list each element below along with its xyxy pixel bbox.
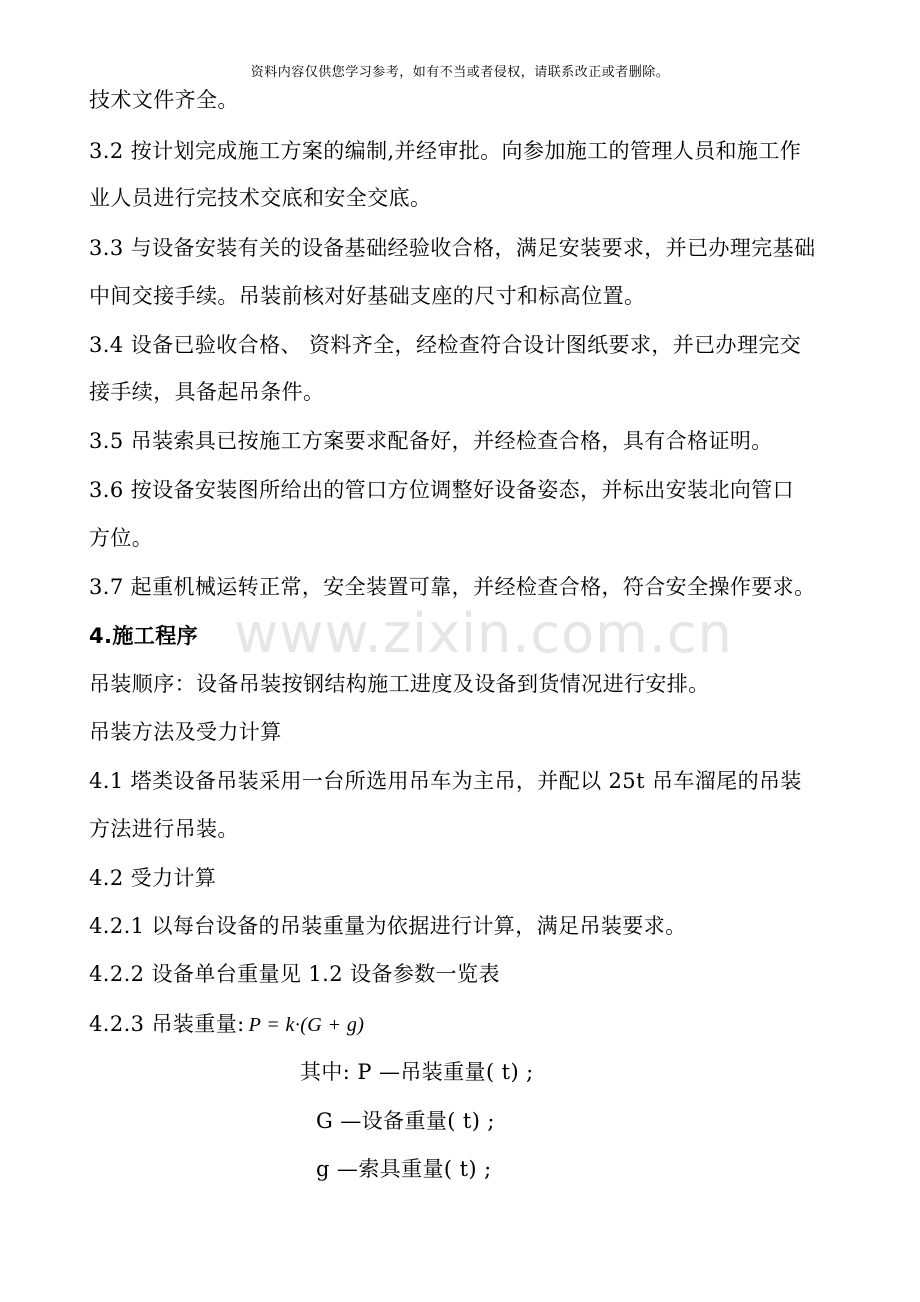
lifting-weight-formula: P = k·(G + g): [248, 1014, 365, 1036]
text-line: 4.1 塔类设备吊装采用一台所选用吊车为主吊，并配以 25t 吊车溜尾的吊装: [89, 769, 802, 793]
text-line: 3.5 吊装索具已按施工方案要求配备好，并经检查合格，具有合格证明。: [89, 429, 773, 453]
text-line: 技术文件齐全。: [89, 88, 239, 112]
formula-prefix: 4.2.3 吊装重量:: [89, 1012, 245, 1036]
watermark: www.zixin.com.cn: [234, 602, 733, 665]
formula-line: [89, 1010, 364, 1039]
text-line: 业人员进行完技术交底和安全交底。: [89, 186, 432, 210]
text-line: 3.4 设备已验收合格、 资料齐全，经检查符合设计图纸要求，并已办理完交: [89, 333, 802, 357]
header-notice: 资料内容仅供您学习参考，如有不当或者侵权，请联系改正或者删除。: [250, 65, 670, 80]
text-line: 3.3 与设备安装有关的设备基础经验收合格，满足安装要求，并已办理完基础: [89, 236, 816, 260]
text-line: 吊装方法及受力计算: [89, 720, 282, 744]
text-line: 接手续，具备起吊条件。: [89, 380, 325, 404]
text-line: 3.2 按计划完成施工方案的编制,并经审批。向参加施工的管理人员和施工作: [89, 139, 802, 163]
definition-line: g —索具重量( t) ;: [316, 1157, 492, 1181]
text-line: 4.2.1 以每台设备的吊装重量为依据进行计算，满足吊装要求。: [89, 914, 687, 938]
text-line: 吊装顺序：设备吊装按钢结构施工进度及设备到货情况进行安排。: [89, 672, 710, 696]
definition-line: G —设备重量( t) ;: [316, 1109, 495, 1133]
text-line: 4.2.2 设备单台重量见 1.2 设备参数一览表: [89, 962, 500, 986]
definition-line: 其中: P —吊装重量( t) ;: [300, 1060, 534, 1084]
text-line: 方位。: [89, 526, 154, 550]
text-line: 3.7 起重机械运转正常，安全装置可靠，并经检查合格，符合安全操作要求。: [89, 575, 816, 599]
text-line: 4.2 受力计算: [89, 866, 217, 890]
section-heading: 4.施工程序: [89, 624, 198, 648]
text-line: 中间交接手续。吊装前核对好基础支座的尺寸和标高位置。: [89, 284, 646, 308]
text-line: 3.6 按设备安装图所给出的管口方位调整好设备姿态，并标出安装北向管口: [89, 478, 795, 502]
text-line: 方法进行吊装。: [89, 817, 239, 841]
